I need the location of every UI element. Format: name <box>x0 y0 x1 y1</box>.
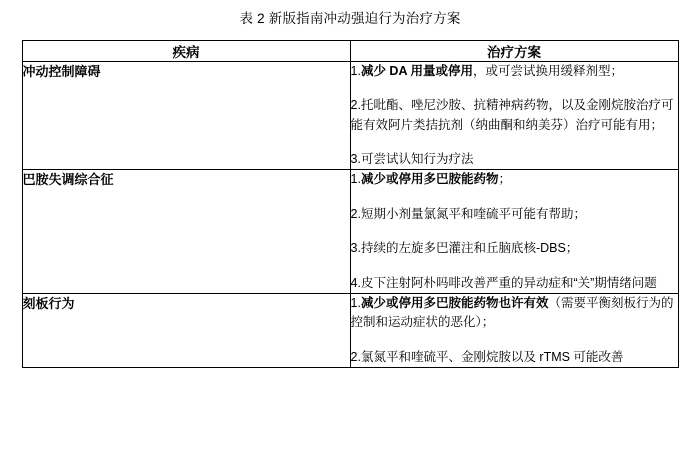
table-row <box>22 170 678 294</box>
item-number: 3. <box>350 152 361 167</box>
item-number: 2. <box>350 349 361 364</box>
item-number: 3. <box>350 241 361 256</box>
treatment-item <box>351 294 678 333</box>
item-text: 皮下注射阿朴吗啡改善严重的异动症和“关”期情绪问题 <box>360 275 657 290</box>
table-row <box>22 293 678 367</box>
item-text: 托吡酯、唑尼沙胺、抗精神病药物，以及金刚烷胺治疗可能有效阿片类拮抗剂（纳曲酮和纳美芬）治疗可能有用； <box>350 98 674 132</box>
item-text: 氯氮平和喹硫平、金刚烷胺以及 rTMS 可能改善 <box>360 349 624 364</box>
item-text: ； <box>498 172 511 187</box>
cell-treatment <box>350 293 678 367</box>
treatment-item <box>351 348 678 367</box>
item-number: 1. <box>350 63 361 78</box>
column-header-disease: 疾病 <box>22 40 350 61</box>
item-number: 4. <box>350 275 361 290</box>
cell-disease: 刻板行为 <box>22 293 350 367</box>
treatment-item <box>351 150 678 169</box>
treatment-table <box>22 40 679 368</box>
cell-treatment <box>350 61 678 170</box>
item-bold-text: 减少或停用多巴胺能药物也许有效 <box>360 295 549 310</box>
item-number: 1. <box>350 172 361 187</box>
item-text: （需要平衡刻板行为的控制和运动症状的恶化）； <box>350 295 674 330</box>
item-bold-text: 减少或停用多巴胺能药物 <box>360 172 499 187</box>
item-text: ，或可尝试换用缓释剂型； <box>472 63 623 78</box>
table-row <box>22 61 678 170</box>
column-header-treatment: 治疗方案 <box>350 40 678 61</box>
cell-disease: 巴胺失调综合征 <box>22 170 350 294</box>
item-text: 持续的左旋多巴灌注和丘脑底核-DBS； <box>360 241 579 256</box>
treatment-item <box>351 239 678 258</box>
cell-treatment <box>350 170 678 294</box>
item-number: 1. <box>350 295 361 310</box>
table-header-row <box>22 40 678 61</box>
treatment-item <box>351 274 678 293</box>
item-number: 2. <box>350 206 361 221</box>
item-text: 短期小剂量氯氮平和喹硫平可能有帮助； <box>360 206 586 221</box>
table-caption: 表 2 新版指南冲动强迫行为治疗方案 <box>239 11 461 26</box>
treatment-item <box>351 170 678 189</box>
treatment-item <box>351 62 678 81</box>
item-bold-text: 减少 DA 用量或停用 <box>360 63 473 78</box>
cell-disease: 冲动控制障碍 <box>22 61 350 170</box>
item-text: 可尝试认知行为疗法 <box>360 152 474 167</box>
treatment-item <box>351 205 678 224</box>
treatment-item <box>351 96 678 135</box>
item-number: 2. <box>350 98 361 113</box>
